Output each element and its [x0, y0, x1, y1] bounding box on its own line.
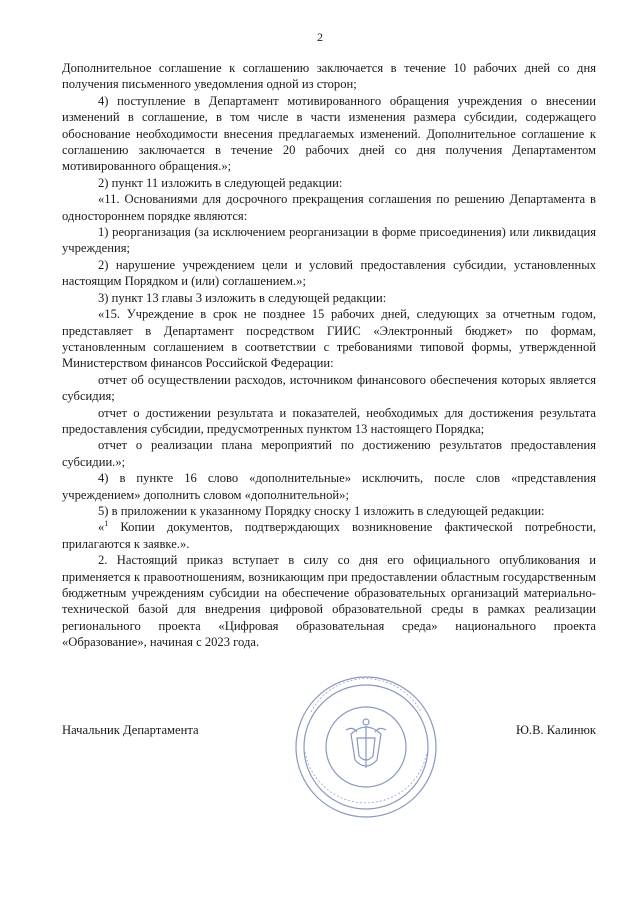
paragraph-12: 4) в пункте 16 слово «дополнительные» исключить, после слов «представления учреждением» дополнить словом «дополнительной»;: [62, 471, 596, 502]
footnote-marker: 1: [104, 519, 109, 529]
seal-emblem-icon: [346, 719, 386, 768]
paragraph-13: 5) в приложении к указанному Порядку сноску 1 изложить в следующей редакции:: [98, 503, 545, 518]
paragraph-4: «11. Основаниями для досрочного прекращения соглашения по решению Департамента в одностороннем порядке являются:: [62, 192, 596, 223]
page-number: 2: [317, 30, 323, 44]
paragraph-7: 3) пункт 13 главы 3 изложить в следующей редакции:: [98, 290, 387, 305]
footnote-text: Копии документов, подтверждающих возникновение фактической потребности, прилагаются к заявке.».: [62, 520, 596, 551]
document-body: [62, 60, 596, 651]
final-paragraph: 2. Настоящий приказ вступает в силу со дня его официального опубликования и применяется к правоотношениям, возникающим при предоставлении областным государственным бюджетным учреждениям субсидии на обеспечение образовательных организаций материально-технической базой для внедрения цифровой образовательной среды в рамках реализации регионального проекта «Цифровая образовательная среда» национального проекта «Образование», начиная с 2023 года.: [62, 553, 596, 650]
paragraph-1: Дополнительное соглашение к соглашению заключается в течение 10 рабочих дней со дня получения письменного уведомления одной из сторон;: [62, 61, 596, 92]
paragraph-11: отчет о реализации плана мероприятий по достижению результатов предоставления субсидии.»;: [62, 438, 596, 469]
paragraph-2: 4) поступление в Департамент мотивированного обращения учреждения о внесении изменений в соглашение, в том числе в части изменения размера субсидии, содержащего обоснование необходимости внесения предлагаемых изменений. Дополнительное соглашение к соглашению заключается в течение 20 рабочих дней со дня получения Департаментом мотивированного обращения.»;: [62, 93, 596, 174]
footnote-paragraph: [62, 519, 596, 552]
signature-title: Начальник Департамента: [62, 723, 199, 737]
paragraph-6: 2) нарушение учреждением цели и условий предоставления субсидии, установленных настоящим Порядком и (или) соглашением.»;: [62, 257, 596, 289]
paragraph-8: «15. Учреждение в срок не позднее 15 рабочих дней, следующих за отчетным годом, представляет в Департамент посредством ГИИС «Электронный бюджет» по формам, установленным соглашением в соответствии с требованиями типовой формы, утвержденной Министерством финансов Российской Федерации:: [62, 307, 596, 371]
footnote-open-quote: «: [98, 520, 105, 535]
paragraph-5: 1) реорганизация (за исключением реорганизации в форме присоединения) или ликвидация учреждения;: [62, 225, 596, 256]
paragraph-9: отчет об осуществлении расходов, источником финансового обеспечения которых является субсидия;: [62, 372, 596, 404]
signature-name: Ю.В. Калинюк: [515, 723, 596, 737]
official-seal-stamp: [291, 672, 441, 822]
paragraph-10: отчет о достижении результата и показателей, необходимых для достижения результата предоставления субсидии, предусмотренных пунктом 13 настоящего Порядка;: [62, 405, 596, 436]
paragraph-3: 2) пункт 11 изложить в следующей редакции:: [98, 175, 343, 190]
